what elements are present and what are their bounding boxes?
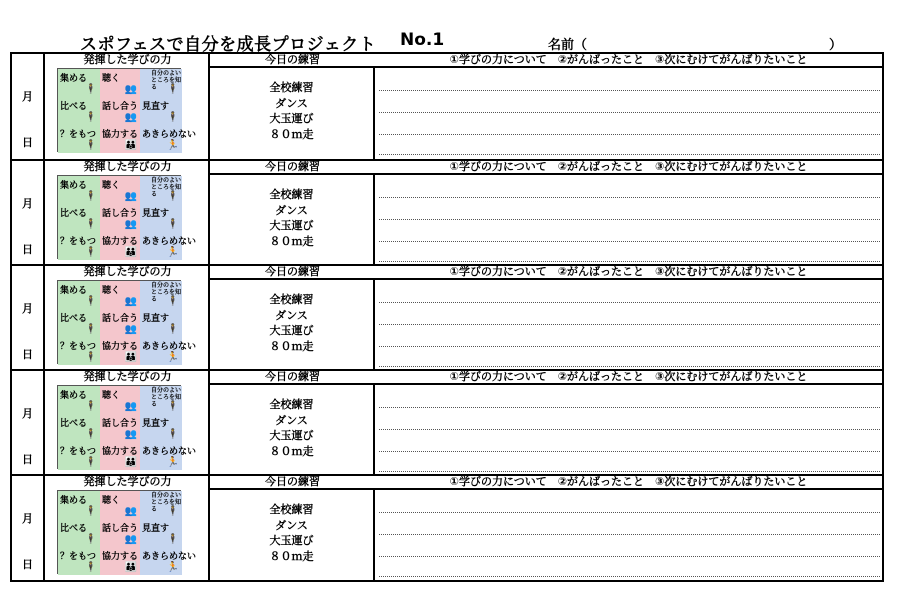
reflection-column-header: ①学びの力について ②がんばったこと ③次にむけてがんばりたいこと — [449, 160, 808, 173]
entry-block — [12, 474, 882, 581]
skill-collect[interactable]: 集める 🕴 — [58, 176, 100, 204]
skill-listen[interactable]: 聴く 👥 — [100, 491, 140, 519]
skill-cooperate[interactable]: 協力する 👪 — [100, 125, 140, 153]
skill-question[interactable]: ？をもつ 🕴 — [58, 232, 100, 260]
skill-grid — [57, 280, 197, 364]
discussion-people-icon: 👥 — [124, 324, 137, 335]
practice-item: ８０ｍ走 — [269, 444, 314, 458]
date-cell[interactable] — [12, 266, 45, 371]
skill-review[interactable]: 見直す 🕴 — [140, 97, 182, 125]
person-icon: 🕴 — [84, 457, 97, 468]
writing-line[interactable] — [379, 241, 880, 242]
person-icon: 🕴 — [84, 506, 97, 517]
listening-people-icon: 👥 — [124, 84, 137, 95]
practice-list — [210, 80, 373, 142]
reflection-cell[interactable] — [375, 278, 882, 371]
skill-question[interactable]: ？をもつ 🕴 — [58, 547, 100, 575]
listening-people-icon: 👥 — [124, 191, 137, 202]
person-icon: 🕴 — [84, 562, 97, 573]
practice-cell — [210, 173, 375, 266]
entry-block — [12, 264, 882, 371]
skill-discuss[interactable]: 話し合う 👥 — [100, 309, 140, 337]
page-title: スポフェスで自分を成長プロジェクト — [80, 35, 377, 55]
skill-grid — [57, 385, 197, 469]
listening-people-icon: 👥 — [124, 296, 137, 307]
skill-know-strengths[interactable]: 自分のよいところを知る 🕴 — [140, 386, 182, 414]
month-label: 月 — [22, 302, 33, 315]
person-icon: 🕴 — [84, 191, 97, 202]
person-icon: 🕴 — [166, 296, 179, 307]
skill-cell — [45, 371, 210, 476]
writing-line[interactable] — [379, 302, 880, 303]
name-close-paren: ） — [829, 38, 843, 53]
skill-cell — [45, 476, 210, 581]
practice-item: 大玉運び — [269, 112, 314, 125]
writing-line[interactable] — [379, 154, 880, 155]
writing-line[interactable] — [379, 346, 880, 347]
running-person-icon: 🏃 — [166, 247, 179, 258]
practice-item: ８０ｍ走 — [269, 234, 314, 248]
reflection-column-header: ①学びの力について ②がんばったこと ③次にむけてがんばりたいこと — [449, 475, 808, 488]
person-icon: 🕴 — [166, 84, 179, 95]
person-icon: 🕴 — [166, 401, 179, 412]
day-label: 日 — [22, 348, 33, 361]
writing-line[interactable] — [379, 534, 880, 535]
practice-list — [210, 292, 373, 354]
skill-review[interactable]: 見直す 🕴 — [140, 309, 182, 337]
skill-compare[interactable]: 比べる 🕴 — [58, 309, 100, 337]
skill-know-strengths[interactable]: 自分のよいところを知る 🕴 — [140, 281, 182, 309]
person-icon: 🕴 — [84, 352, 97, 363]
skill-discuss[interactable]: 話し合う 👥 — [100, 414, 140, 442]
skill-review[interactable]: 見直す 🕴 — [140, 204, 182, 232]
discussion-people-icon: 👥 — [124, 429, 137, 440]
practice-item: 全校練習 — [269, 293, 314, 306]
person-icon: 🕴 — [166, 506, 179, 517]
writing-line[interactable] — [379, 219, 880, 220]
practice-item: ダンス — [275, 413, 308, 427]
day-label: 日 — [22, 136, 33, 149]
person-icon: 🕴 — [84, 429, 97, 440]
writing-line[interactable] — [379, 471, 880, 472]
skill-compare[interactable]: 比べる 🕴 — [58, 414, 100, 442]
person-icon: 🕴 — [166, 191, 179, 202]
name-label: 名前（ — [548, 38, 588, 53]
skill-grid — [57, 490, 197, 574]
person-icon: 🕴 — [166, 219, 179, 230]
skill-column-header: 発揮した学びの力 — [83, 265, 172, 278]
reflection-cell[interactable] — [375, 383, 882, 476]
skill-column-header: 発揮した学びの力 — [83, 475, 172, 488]
practice-item: 大玉運び — [269, 534, 314, 547]
running-person-icon: 🏃 — [166, 457, 179, 468]
skill-discuss[interactable]: 話し合う 👥 — [100, 519, 140, 547]
skill-listen[interactable]: 聴く 👥 — [100, 176, 140, 204]
running-person-icon: 🏃 — [166, 562, 179, 573]
date-cell[interactable] — [12, 476, 45, 581]
writing-line[interactable] — [379, 197, 880, 198]
group-people-icon: 👪 — [124, 140, 137, 151]
discussion-people-icon: 👥 — [124, 534, 137, 545]
person-icon: 🕴 — [84, 219, 97, 230]
skill-compare[interactable]: 比べる 🕴 — [58, 519, 100, 547]
skill-question[interactable]: ？をもつ 🕴 — [58, 442, 100, 470]
writing-line[interactable] — [379, 112, 880, 113]
practice-list — [210, 397, 373, 459]
skill-compare[interactable]: 比べる 🕴 — [58, 97, 100, 125]
practice-item: ダンス — [275, 203, 308, 217]
skill-grid — [57, 175, 197, 259]
entry-block — [12, 159, 882, 266]
skill-cooperate[interactable]: 協力する 👪 — [100, 232, 140, 260]
day-label: 日 — [22, 558, 33, 571]
skill-cooperate[interactable]: 協力する 👪 — [100, 442, 140, 470]
person-icon: 🕴 — [84, 140, 97, 151]
skill-discuss[interactable]: 話し合う 👥 — [100, 97, 140, 125]
person-icon: 🕴 — [84, 296, 97, 307]
listening-people-icon: 👥 — [124, 506, 137, 517]
practice-item: ダンス — [275, 308, 308, 322]
skill-know-strengths[interactable]: 自分のよいところを知る 🕴 — [140, 491, 182, 519]
practice-item: ダンス — [275, 96, 308, 110]
practice-item: 大玉運び — [269, 429, 314, 442]
skill-question[interactable]: ？をもつ 🕴 — [58, 125, 100, 153]
practice-cell — [210, 278, 375, 371]
writing-line[interactable] — [379, 407, 880, 408]
skill-listen[interactable]: 聴く 👥 — [100, 281, 140, 309]
skill-column-header: 発揮した学びの力 — [83, 53, 172, 66]
practice-item: 全校練習 — [269, 398, 314, 411]
document-number: No.1 — [400, 30, 445, 50]
skill-review[interactable]: 見直す 🕴 — [140, 414, 182, 442]
writing-line[interactable] — [379, 429, 880, 430]
day-label: 日 — [22, 453, 33, 466]
entry-block — [12, 54, 882, 159]
writing-line[interactable] — [379, 366, 880, 367]
practice-item: ダンス — [275, 518, 308, 532]
skill-listen[interactable]: 聴く 👥 — [100, 386, 140, 414]
person-icon: 🕴 — [84, 247, 97, 258]
person-icon: 🕴 — [84, 84, 97, 95]
person-icon: 🕴 — [166, 112, 179, 123]
practice-item: ８０ｍ走 — [269, 339, 314, 353]
writing-line[interactable] — [379, 134, 880, 135]
group-people-icon: 👪 — [124, 457, 137, 468]
skill-know-strengths[interactable]: 自分のよいところを知る 🕴 — [140, 176, 182, 204]
skill-question[interactable]: ？をもつ 🕴 — [58, 337, 100, 365]
skill-know-strengths[interactable]: 自分のよいところを知る 🕴 — [140, 69, 182, 97]
discussion-people-icon: 👥 — [124, 112, 137, 123]
skill-discuss[interactable]: 話し合う 👥 — [100, 204, 140, 232]
practice-list — [210, 502, 373, 564]
person-icon: 🕴 — [84, 324, 97, 335]
title-row — [0, 0, 900, 55]
practice-cell — [210, 66, 375, 159]
practice-item: 大玉運び — [269, 219, 314, 232]
month-label: 月 — [22, 197, 33, 210]
skill-cell — [45, 54, 210, 159]
reflection-cell[interactable] — [375, 488, 882, 581]
skill-never-give-up[interactable]: あきらめない 🏃 — [140, 125, 182, 153]
month-label: 月 — [22, 407, 33, 420]
skill-collect[interactable]: 集める 🕴 — [58, 491, 100, 519]
skill-listen[interactable]: 聴く 👥 — [100, 69, 140, 97]
practice-column-header: 今日の練習 — [265, 475, 320, 488]
person-icon: 🕴 — [84, 401, 97, 412]
practice-item: 全校練習 — [269, 503, 314, 516]
day-label: 日 — [22, 243, 33, 256]
month-label: 月 — [22, 90, 33, 103]
practice-cell — [210, 383, 375, 476]
skill-cooperate[interactable]: 協力する 👪 — [100, 547, 140, 575]
skill-collect[interactable]: 集める 🕴 — [58, 281, 100, 309]
skill-cell — [45, 161, 210, 266]
writing-line[interactable] — [379, 512, 880, 513]
practice-item: 全校練習 — [269, 81, 314, 94]
skill-never-give-up[interactable]: あきらめない 🏃 — [140, 547, 182, 575]
writing-line[interactable] — [379, 324, 880, 325]
skill-never-give-up[interactable]: あきらめない 🏃 — [140, 232, 182, 260]
practice-column-header: 今日の練習 — [265, 265, 320, 278]
practice-column-header: 今日の練習 — [265, 53, 320, 66]
writing-line[interactable] — [379, 261, 880, 262]
skill-collect[interactable]: 集める 🕴 — [58, 69, 100, 97]
practice-column-header: 今日の練習 — [265, 370, 320, 383]
date-cell[interactable] — [12, 371, 45, 476]
discussion-people-icon: 👥 — [124, 219, 137, 230]
month-label: 月 — [22, 512, 33, 525]
person-icon: 🕴 — [166, 534, 179, 545]
skill-column-header: 発揮した学びの力 — [83, 370, 172, 383]
skill-grid — [57, 68, 197, 152]
skill-compare[interactable]: 比べる 🕴 — [58, 204, 100, 232]
person-icon: 🕴 — [84, 534, 97, 545]
writing-line[interactable] — [379, 556, 880, 557]
writing-line[interactable] — [379, 90, 880, 91]
practice-cell — [210, 488, 375, 581]
entry-block — [12, 369, 882, 476]
group-people-icon: 👪 — [124, 352, 137, 363]
practice-item: 全校練習 — [269, 188, 314, 201]
writing-line[interactable] — [379, 451, 880, 452]
group-people-icon: 👪 — [124, 562, 137, 573]
reflection-column-header: ①学びの力について ②がんばったこと ③次にむけてがんばりたいこと — [449, 53, 808, 66]
date-cell[interactable] — [12, 161, 45, 266]
reflection-column-header: ①学びの力について ②がんばったこと ③次にむけてがんばりたいこと — [449, 265, 808, 278]
skill-collect[interactable]: 集める 🕴 — [58, 386, 100, 414]
practice-list — [210, 187, 373, 249]
reflection-column-header: ①学びの力について ②がんばったこと ③次にむけてがんばりたいこと — [449, 370, 808, 383]
date-cell[interactable] — [12, 54, 45, 159]
reflection-cell[interactable] — [375, 66, 882, 159]
practice-item: 大玉運び — [269, 324, 314, 337]
skill-cooperate[interactable]: 協力する 👪 — [100, 337, 140, 365]
writing-line[interactable] — [379, 576, 880, 577]
practice-item: ８０ｍ走 — [269, 127, 314, 141]
reflection-cell[interactable] — [375, 173, 882, 266]
person-icon: 🕴 — [166, 324, 179, 335]
skill-never-give-up[interactable]: あきらめない 🏃 — [140, 337, 182, 365]
skill-column-header: 発揮した学びの力 — [83, 160, 172, 173]
running-person-icon: 🏃 — [166, 352, 179, 363]
group-people-icon: 👪 — [124, 247, 137, 258]
running-person-icon: 🏃 — [166, 140, 179, 151]
person-icon: 🕴 — [84, 112, 97, 123]
person-icon: 🕴 — [166, 429, 179, 440]
skill-cell — [45, 266, 210, 371]
practice-record-sheet — [10, 52, 884, 582]
practice-item: ８０ｍ走 — [269, 549, 314, 563]
skill-review[interactable]: 見直す 🕴 — [140, 519, 182, 547]
skill-never-give-up[interactable]: あきらめない 🏃 — [140, 442, 182, 470]
practice-column-header: 今日の練習 — [265, 160, 320, 173]
listening-people-icon: 👥 — [124, 401, 137, 412]
